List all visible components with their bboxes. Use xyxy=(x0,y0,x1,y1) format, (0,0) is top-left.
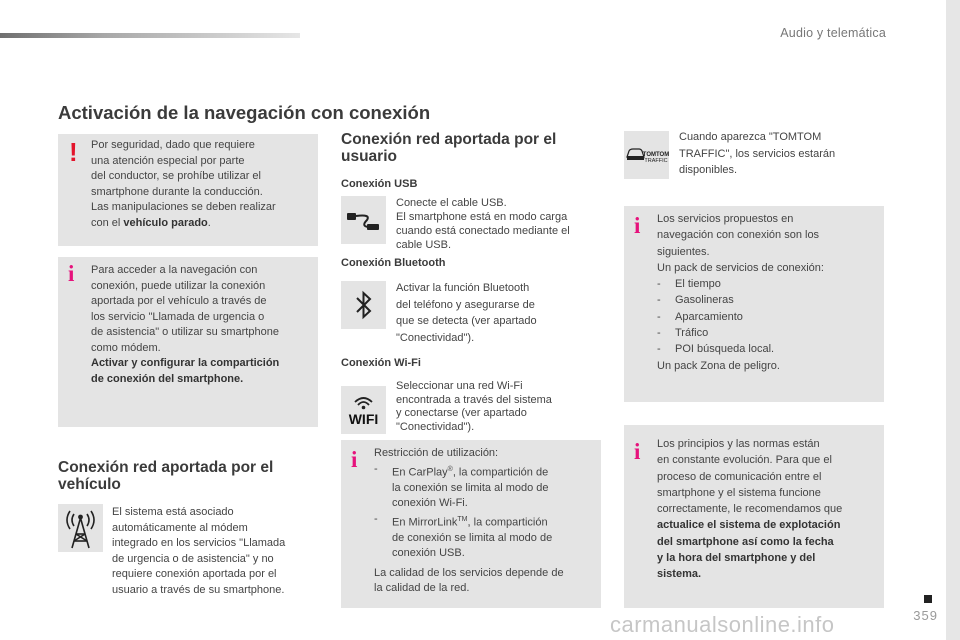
usb-line: Conecte el cable USB. xyxy=(396,197,507,209)
restriction-list xyxy=(374,462,596,562)
wifi-icon-box xyxy=(341,386,386,434)
warning-line: Por seguridad, dado que requiere xyxy=(91,139,255,151)
traffic-icon-label: TRAFFIC xyxy=(644,158,668,164)
section-header: Audio y telemática xyxy=(780,26,886,40)
registered-mark: ® xyxy=(447,465,453,473)
vehicle-text xyxy=(112,505,317,598)
warning-icon: ! xyxy=(69,137,78,167)
info-line: Para acceder a la navegación con xyxy=(91,264,258,276)
title-line: vehículo xyxy=(58,476,121,493)
restriction-line: conexión Wi-Fi. xyxy=(392,497,468,510)
info-line: los servicio "Llamada de urgencia o xyxy=(91,310,265,323)
services-item: - Tráfico xyxy=(657,325,879,341)
tomtom-icon-label: TOMTOM xyxy=(642,152,669,158)
wifi-heading: Conexión Wi-Fi xyxy=(341,357,421,369)
restriction-line: conexión USB. xyxy=(392,547,465,560)
restriction-intro: Restricción de utilización: xyxy=(374,447,499,459)
info-icon: i xyxy=(351,447,358,472)
bluetooth-icon xyxy=(341,281,386,329)
wifi-icon-label: WIFI xyxy=(348,411,379,427)
vehicle-line: integrado en los servicios "Llamada xyxy=(112,537,286,549)
principles-line: smartphone y el sistema funcione xyxy=(657,486,821,499)
restriction-text-part: , la compartición xyxy=(467,516,548,529)
warning-line: smartphone durante la conducción. xyxy=(91,185,263,198)
principles-line: en constante evolución. Para que el xyxy=(657,454,832,467)
info-emphasis: Activar y configurar la compartición xyxy=(91,357,280,369)
wifi-line: encontrada a través del sistema xyxy=(396,393,552,406)
wifi-line: y conectarse (ver apartado xyxy=(396,407,527,419)
antenna-icon xyxy=(58,504,103,552)
restriction-outro: la calidad de la red. xyxy=(374,582,470,595)
wifi-line: Seleccionar una red Wi-Fi xyxy=(396,380,523,392)
vehicle-line: requiere conexión aportada por el xyxy=(112,568,277,580)
wifi-text xyxy=(396,380,600,434)
info-emphasis: de conexión del smartphone. xyxy=(91,372,244,385)
restriction-line: de conexión se limita al modo de xyxy=(392,531,553,544)
services-item: - Gasolineras xyxy=(657,292,879,308)
title-line: Conexión red aportada por el xyxy=(341,131,557,148)
info-line: como módem. xyxy=(91,341,161,354)
principles-emphasis: sistema. xyxy=(657,568,702,581)
usb-line: El smartphone está en modo carga xyxy=(396,211,568,223)
usb-heading: Conexión USB xyxy=(341,178,418,190)
bluetooth-icon-box xyxy=(341,281,386,329)
bluetooth-text xyxy=(396,280,600,346)
services-line: siguientes. xyxy=(657,245,710,258)
bluetooth-line: "Conectividad"). xyxy=(396,331,475,344)
vehicle-section-title xyxy=(58,459,273,493)
principles-line: proceso de comunicación entre el xyxy=(657,470,822,483)
wifi-line: "Conectividad"). xyxy=(396,420,475,433)
trademark-mark: TM xyxy=(457,515,468,523)
services-outro: Un pack Zona de peligro. xyxy=(657,359,780,372)
info-line: conexión, puede utilizar la conexión xyxy=(91,279,266,292)
title-line: Conexión red aportada por el xyxy=(58,459,274,476)
info-icon: i xyxy=(634,213,641,238)
warning-text xyxy=(91,138,313,231)
restriction-outro: La calidad de los servicios depende de xyxy=(374,566,564,579)
tomtom-line: disponibles. xyxy=(679,164,738,176)
principles-emphasis: del smartphone así como la fecha xyxy=(657,535,834,548)
page-marker xyxy=(924,595,932,603)
usb-text xyxy=(396,196,600,252)
warning-line: Las manipulaciones se deben realizar xyxy=(91,201,276,213)
page-number: 359 xyxy=(913,608,938,623)
usb-line: cable USB. xyxy=(396,239,452,251)
vehicle-line: automáticamente al módem xyxy=(112,521,248,534)
bluetooth-heading: Conexión Bluetooth xyxy=(341,257,446,269)
info-icon: i xyxy=(68,261,75,286)
bluetooth-line: del teléfono y asegurarse de xyxy=(396,298,535,311)
principles-line: correctamente, le recomendamos que xyxy=(657,503,843,516)
services-list xyxy=(657,276,879,357)
principles-emphasis: actualice el sistema de explotación xyxy=(657,519,841,532)
warning-line: una atención especial por parte xyxy=(91,154,245,167)
services-text xyxy=(657,211,879,374)
tomtom-line: Cuando aparezca "TOMTOM xyxy=(679,131,822,143)
watermark: carmanualsonline.info xyxy=(610,612,835,637)
services-item: - Aparcamiento xyxy=(657,309,879,325)
services-line: navegación con conexión son los xyxy=(657,229,820,242)
restriction-text-part: En MirrorLink xyxy=(392,516,458,529)
vehicle-line: usuario a través de su smartphone. xyxy=(112,583,285,596)
services-item: - POI búsqueda local. xyxy=(657,341,879,357)
wifi-icon xyxy=(341,386,386,434)
info-access-text xyxy=(91,263,313,387)
header-decoration-bar xyxy=(0,33,300,38)
principles-text xyxy=(657,436,879,583)
warning-line: del conductor, se prohíbe utilizar el xyxy=(91,170,261,182)
usb-cable-icon xyxy=(341,196,386,244)
user-section-title xyxy=(341,131,556,165)
vehicle-line: El sistema está asociado xyxy=(112,506,234,518)
usb-line: cuando está conectado mediante el xyxy=(396,225,570,237)
restriction-text-part: , la compartición de xyxy=(452,466,549,479)
page-title: Activación de la navegación con conexión xyxy=(58,102,431,123)
info-icon: i xyxy=(634,439,641,464)
restriction-item xyxy=(374,512,596,562)
restriction-text xyxy=(374,446,596,597)
principles-line: Los principios y las normas están xyxy=(657,438,820,450)
tomtom-text xyxy=(679,129,879,179)
warning-text-part: con el xyxy=(91,216,124,229)
principles-emphasis: y la hora del smartphone y del xyxy=(657,552,816,565)
antenna-icon-box xyxy=(58,504,103,552)
bluetooth-line: que se detecta (ver apartado xyxy=(396,315,537,327)
services-item: - El tiempo xyxy=(657,276,879,292)
restriction-text-part: En CarPlay xyxy=(392,466,448,479)
bluetooth-line: Activar la función Bluetooth xyxy=(396,282,530,294)
warning-line xyxy=(91,216,313,232)
tomtom-traffic-icon xyxy=(624,131,669,179)
restriction-item xyxy=(374,462,596,512)
warning-emphasis: vehículo parado xyxy=(123,216,208,229)
services-line: Los servicios propuestos en xyxy=(657,213,794,225)
usb-icon-box xyxy=(341,196,386,244)
services-line: Un pack de servicios de conexión: xyxy=(657,261,824,274)
restriction-line: la conexión se limita al modo de xyxy=(392,481,549,494)
page-edge-strip xyxy=(946,0,960,640)
vehicle-line: de urgencia o de asistencia" y no xyxy=(112,552,274,565)
tomtom-icon-box xyxy=(624,131,669,179)
info-line: aportada por el vehículo a través de xyxy=(91,295,267,307)
tomtom-line: TRAFFIC", los servicios estarán xyxy=(679,147,836,160)
warning-text-part: . xyxy=(207,216,211,229)
title-line: usuario xyxy=(341,148,397,165)
info-line: de asistencia" o utilizar su smartphone xyxy=(91,326,279,338)
